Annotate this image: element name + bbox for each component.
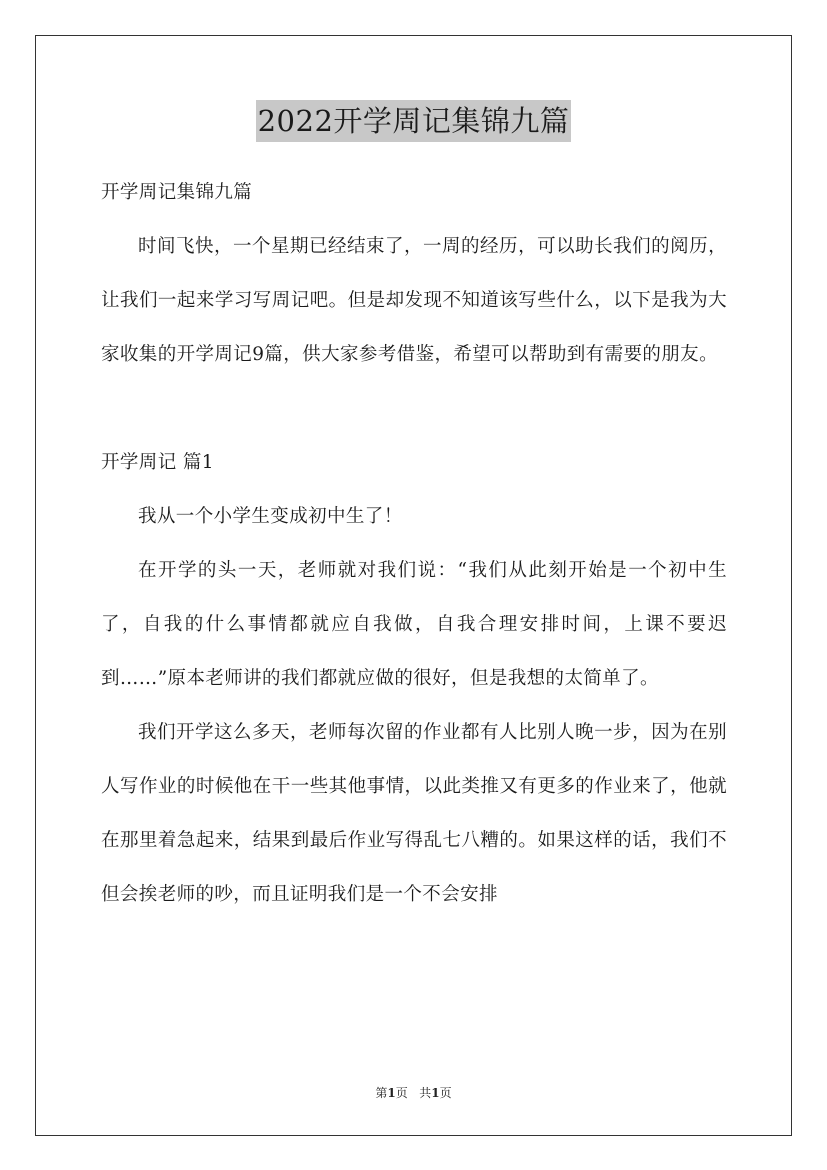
page-total-count: 1 bbox=[431, 1086, 440, 1100]
title-container bbox=[0, 100, 827, 142]
document-title: 2022开学周记集锦九篇 bbox=[256, 100, 572, 142]
document-body bbox=[101, 166, 727, 922]
page-footer bbox=[0, 1084, 827, 1102]
body-paragraph-3: 我们开学这么多天，老师每次留的作业都有人比别人晚一步，因为在别人写作业的时候他在干一些其他事情，以此类推又有更多的作业来了，他就在那里着急起来，结果到最后作业写得乱七八糟的。如果这样的话，我们不但会挨老师的吵，而且证明我们是一个不会安排 bbox=[101, 722, 727, 905]
page-total-prefix: 共 bbox=[419, 1086, 432, 1100]
body-paragraph-1: 我从一个小学生变成初中生了！ bbox=[138, 506, 403, 527]
page-number-suffix: 页 bbox=[395, 1086, 408, 1100]
page-total-suffix: 页 bbox=[439, 1086, 452, 1100]
intro-paragraph: 时间飞快，一个星期已经结束了，一周的经历，可以助长我们的阅历，让我们一起来学习写周记吧。但是却发现不知道该写些什么，以下是我为大家收集的开学周记9篇，供大家参考借鉴，希望可以帮助到有需要的朋友。 bbox=[101, 236, 727, 365]
page-number-prefix: 第 bbox=[375, 1086, 388, 1100]
page-number-current: 1 bbox=[387, 1086, 396, 1100]
document-subtitle: 开学周记集锦九篇 bbox=[101, 182, 253, 203]
body-paragraph-2: 在开学的头一天，老师就对我们说：“我们从此刻开始是一个初中生了，自我的什么事情都就应自我做，自我合理安排时间，上课不要迟到……”原本老师讲的我们都就应做的很好，但是我想的太简单了。 bbox=[101, 560, 727, 689]
paragraph-spacer bbox=[101, 382, 727, 436]
section-heading: 开学周记 篇1 bbox=[101, 452, 214, 473]
